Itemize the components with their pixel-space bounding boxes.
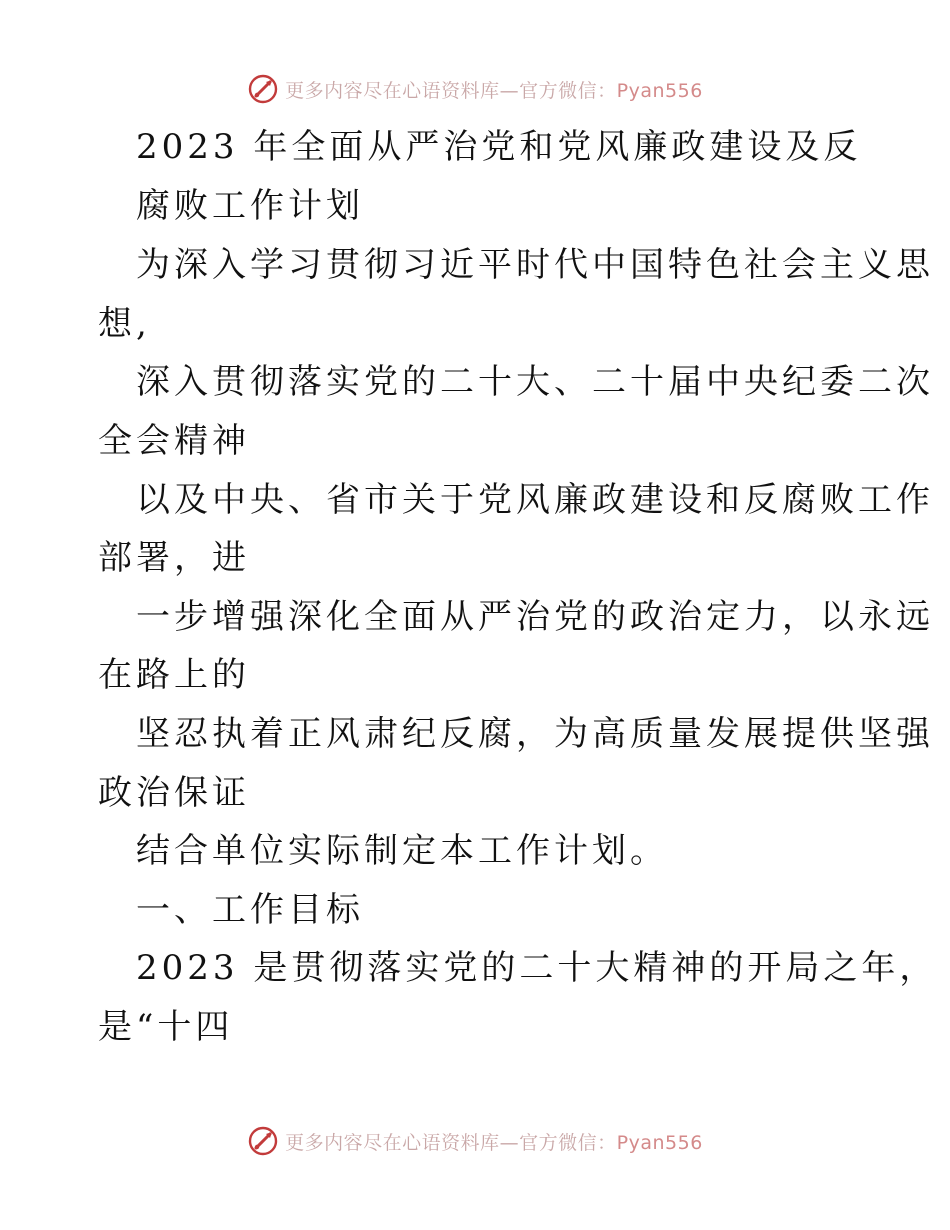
paragraph-line: 为深入学习贯彻习近平时代中国特色社会主义思 bbox=[136, 245, 934, 285]
section-heading: 一、工作目标 bbox=[136, 890, 364, 930]
paragraph-line: 是“十四 bbox=[98, 1007, 234, 1047]
paragraph-line: 坚忍执着正风肃纪反腐，为高质量发展提供坚强 bbox=[136, 714, 934, 754]
paragraph-line: 想, bbox=[98, 304, 151, 344]
paragraph-line: 全会精神 bbox=[98, 421, 250, 461]
paragraph-line: 结合单位实际制定本工作计划。 bbox=[136, 831, 668, 871]
paragraph-line: 2023 是贯彻落实党的二十大精神的开局之年， bbox=[136, 948, 938, 988]
watermark-text: 更多内容尽在心语资料库—官方微信：Pyan556 bbox=[285, 1131, 703, 1154]
document-title-line-2: 腐败工作计划 bbox=[136, 186, 364, 226]
paragraph-line: 在路上的 bbox=[98, 655, 250, 695]
watermark-wechat-id: Pyan556 bbox=[616, 1131, 703, 1154]
quill-pen-logo-icon bbox=[247, 1125, 279, 1157]
paragraph-line: 深入贯彻落实党的二十大、二十届中央纪委二次 bbox=[136, 362, 934, 402]
document-title-line-1: 2023 年全面从严治党和党风廉政建设及反 bbox=[136, 127, 862, 167]
paragraph-line: 部署，进 bbox=[98, 538, 250, 578]
watermark-text: 更多内容尽在心语资料库—官方微信：Pyan556 bbox=[285, 79, 703, 102]
quill-pen-logo-icon bbox=[247, 73, 279, 105]
paragraph-line: 政治保证 bbox=[98, 773, 250, 813]
paragraph-line: 以及中央、省市关于党风廉政建设和反腐败工作 bbox=[136, 480, 934, 520]
paragraph-line: 一步增强深化全面从严治党的政治定力，以永远 bbox=[136, 597, 934, 637]
footer-watermark bbox=[0, 1124, 950, 1158]
header-watermark bbox=[0, 72, 950, 106]
watermark-wechat-id: Pyan556 bbox=[616, 79, 703, 102]
